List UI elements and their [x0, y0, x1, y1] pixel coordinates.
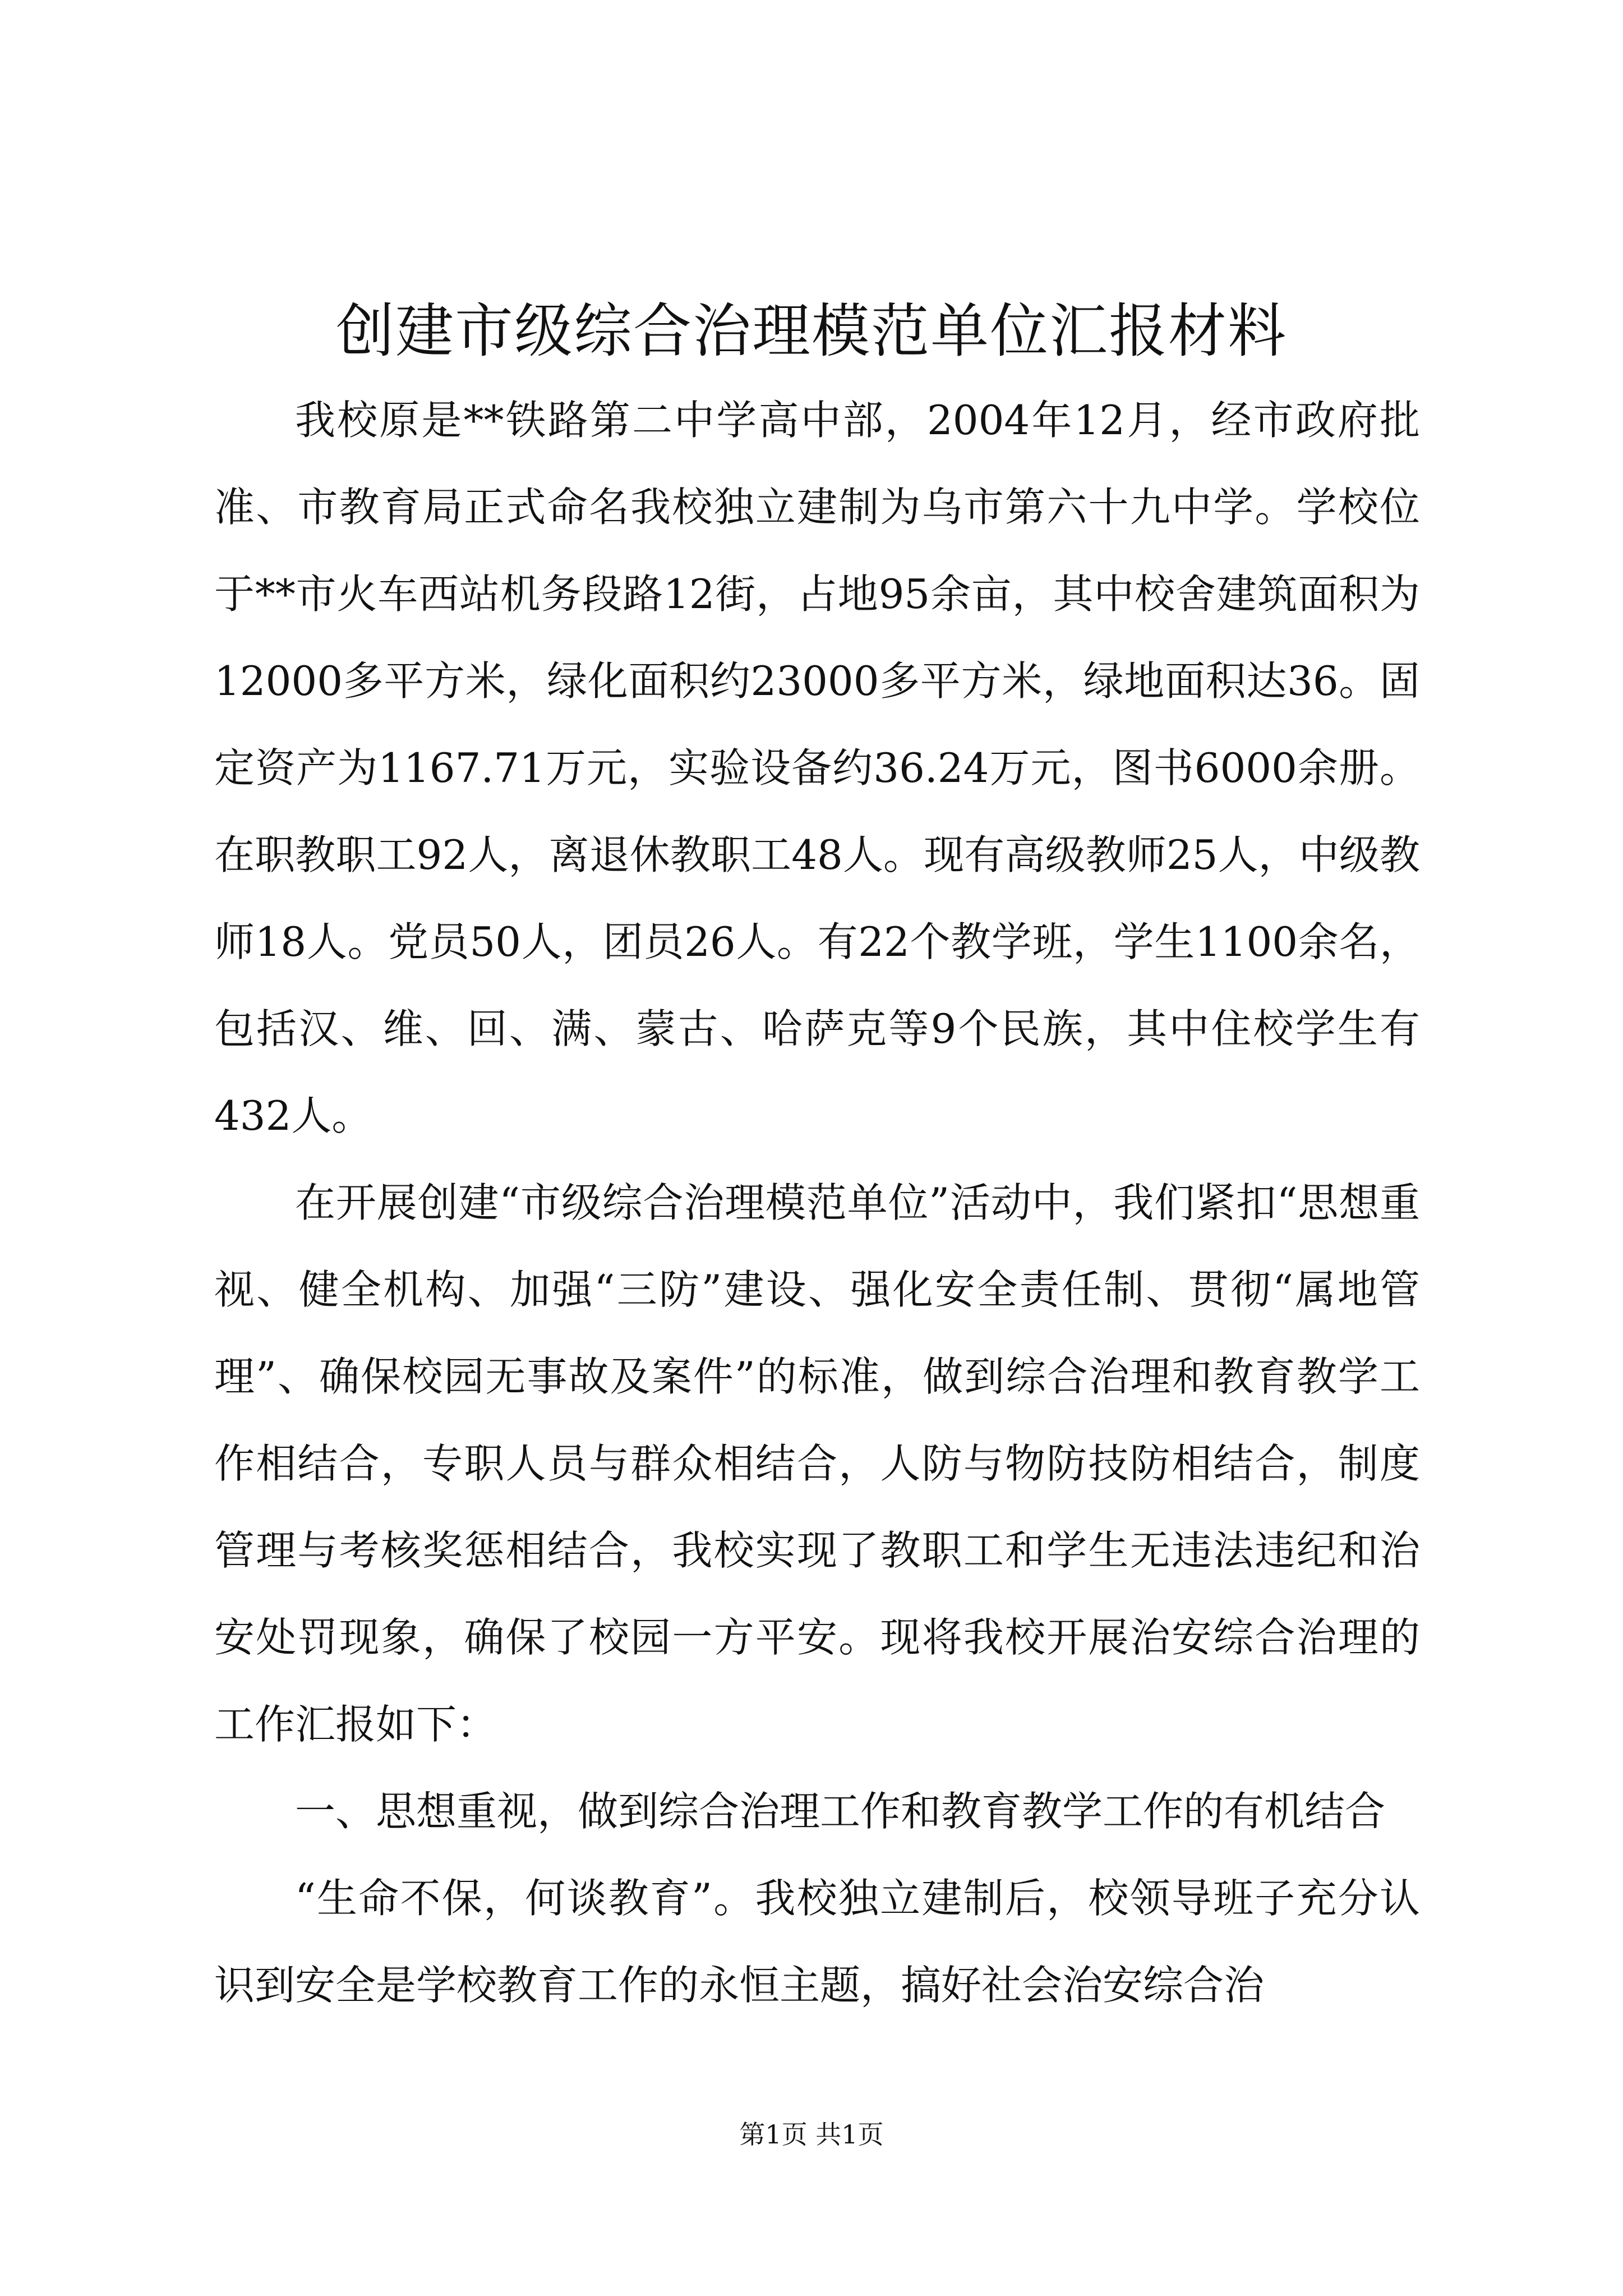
paragraph-section-1-intro: “生命不保，何谈教育”。我校独立建制后，校领导班子充分认识到安全是学校教育工作的永恒主题，搞好社会治安综合治: [214, 1875, 1420, 2009]
page-footer: 第1页 共1页: [739, 2119, 884, 2150]
document-title: 创建市级综合治理模范单位汇报材料: [335, 296, 1287, 365]
paragraph-activity-summary: 在开展创建“市级综合治理模范单位”活动中，我们紧扣“思想重视、健全机构、加强“三防”建设、强化安全责任制、贯彻“属地管理”、确保校园无事故及案件”的标准，做到综合治理和教育教学工作相结合，专职人员与群众相结合，人防与物防技防相结合，制度管理与考核奖惩相结合，我校实现了教职工和学生无违法违纪和治安处罚现象，确保了校园一方平安。现将我校开展治安综合治理的工作汇报如下：: [214, 1179, 1420, 1748]
document-body: [214, 377, 1420, 2029]
section-heading-1: 一、思想重视，做到综合治理工作和教育教学工作的有机结合: [295, 1788, 1386, 1835]
paragraph-school-overview: 我校原是**铁路第二中学高中部，2004年12月，经市政府批准、市教育局正式命名我校独立建制为乌市第六十九中学。学校位于**市火车西站机务段路12街，占地95余亩，其中校舍建筑面积为12000多平方米，绿化面积约23000多平方米，绿地面积达36。固定资产为1167.71万元，实验设备约36.24万元，图书6000余册。在职教职工92人，离退休教职工48人。现有高级教师25人，中级教师18人。党员50人，团员26人。有22个教学班，学生1100余名，包括汉、维、回、满、蒙古、哈萨克等9个民族，其中住校学生有432人。: [214, 397, 1420, 1139]
